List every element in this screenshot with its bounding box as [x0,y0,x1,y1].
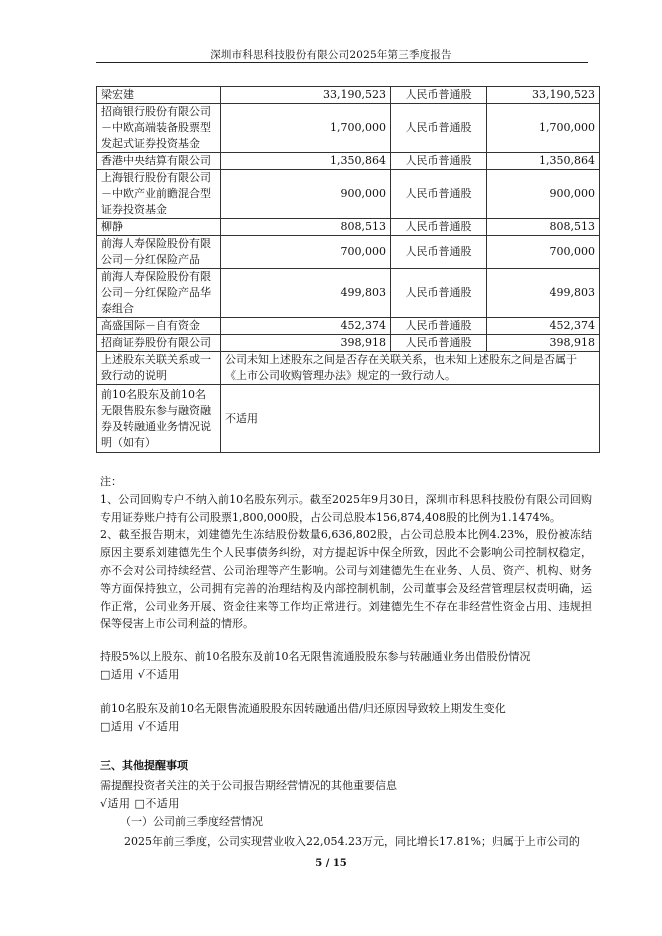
holder-name: 柳静 [97,219,221,236]
margin-trading-text: 不适用 [221,385,600,453]
holder-name: 前海人寿保险股份有限公司－分红保险产品 [97,236,221,269]
share-count: 900,000 [487,170,600,219]
share-count: 398,918 [487,335,600,352]
share-count: 808,513 [487,219,600,236]
share-type: 人民币普通股 [391,87,487,104]
table-row [97,87,600,104]
holder-shares: 1,700,000 [221,104,391,153]
lending-change-question: 前10名股东及前10名无限售流通股股东因转融通出借/归还原因导致较上期发生变化 [100,702,506,715]
margin-trading-label: 前10名股东及前10名无限售股东参与融资融券及转融通业务情况说明（如有） [97,385,221,453]
note-2: 2、截至报告期末，刘建德先生冻结股份数量6,636,802股，占公司总股本比例4.23%，股份被冻结原因主要系刘建德先生个人民事债务纠纷，对方提起诉中保全所致，因此不会影响公司控制权稳定，亦不会对公司持续经营、公司治理等产生影响。公司与刘建德先生在业务、人员、资产、机构、财务等方面保持独立，公司拥有完善的治理结构及内部控制机制，公司董事会及经营管理层权责明确，运作正常，公司业务开展、资金往来等工作均正常进行。刘建德先生不存在非经营性资金占用、违规担保等侵害上市公司利益的情形。 [100,528,592,631]
table-row [97,352,600,385]
holder-name: 高盛国际－自有资金 [97,318,221,335]
holder-shares: 1,350,864 [221,153,391,170]
holder-name: 上海银行股份有限公司－中欧产业前瞻混合型证券投资基金 [97,170,221,219]
share-count: 700,000 [487,236,600,269]
operating-summary: 2025年前三季度，公司实现营业收入22,054.23万元，同比增长17.81%；归属于上市公司的 [124,835,580,848]
table-row [97,318,600,335]
section-subtitle: （一）公司前三季度经营情况 [120,815,263,828]
holder-name: 前海人寿保险股份有限公司－分红保险产品华泰组合 [97,269,221,318]
share-count: 33,190,523 [487,87,600,104]
table-row [97,153,600,170]
share-type: 人民币普通股 [391,170,487,219]
holder-shares: 700,000 [221,236,391,269]
holder-name: 梁宏建 [97,87,221,104]
table-row [97,170,600,219]
section-options: √适用 □不适用 [100,797,180,810]
share-count: 1,350,864 [487,153,600,170]
notes-block [100,473,592,633]
header-divider [96,62,588,63]
table-row [97,269,600,318]
share-count: 1,700,000 [487,104,600,153]
shareholder-table [96,86,600,453]
holder-shares: 499,803 [221,269,391,318]
page-header: 深圳市科思科技股份有限公司2025年第三季度报告 [210,49,452,61]
table-row [97,236,600,269]
page-number: 5 / 15 [315,858,347,869]
note-1: 1、公司回购专户不纳入前10名股东列示。截至2025年9月30日，深圳市科思科技股份有限公司回购专用证券账户持有公司股票1,800,000股，占公司总股本156,874,408股的比例为1.1474%。 [100,492,592,524]
relation-text: 公司未知上述股东之间是否存在关联关系，也未知上述股东之间是否属于《上市公司收购管理办法》规定的一致行动人。 [221,352,600,385]
holder-shares: 398,918 [221,335,391,352]
share-count: 452,374 [487,318,600,335]
holder-shares: 900,000 [221,170,391,219]
holder-shares: 452,374 [221,318,391,335]
share-count: 499,803 [487,269,600,318]
holder-shares: 33,190,523 [221,87,391,104]
table-row [97,385,600,453]
share-type: 人民币普通股 [391,153,487,170]
share-type: 人民币普通股 [391,335,487,352]
notes-heading: 注： [100,475,122,488]
securities-lending-options: □适用 √不适用 [100,668,180,681]
section-title: 三、其他提醒事项 [100,759,188,772]
relation-label: 上述股东关联关系或一致行动的说明 [97,352,221,385]
securities-lending-question: 持股5%以上股东、前10名股东及前10名无限售流通股股东参与转融通业务出借股份情况 [100,650,531,663]
table-row [97,219,600,236]
share-type: 人民币普通股 [391,236,487,269]
share-type: 人民币普通股 [391,219,487,236]
table-row [97,104,600,153]
section-intro: 需提醒投资者关注的关于公司报告期经营情况的其他重要信息 [100,779,397,792]
lending-change-options: □适用 √不适用 [100,720,180,733]
share-type: 人民币普通股 [391,104,487,153]
holder-name: 招商证券股份有限公司 [97,335,221,352]
holder-name: 招商银行股份有限公司－中欧高端装备股票型发起式证券投资基金 [97,104,221,153]
holder-name: 香港中央结算有限公司 [97,153,221,170]
holder-shares: 808,513 [221,219,391,236]
share-type: 人民币普通股 [391,318,487,335]
table-row [97,335,600,352]
share-type: 人民币普通股 [391,269,487,318]
